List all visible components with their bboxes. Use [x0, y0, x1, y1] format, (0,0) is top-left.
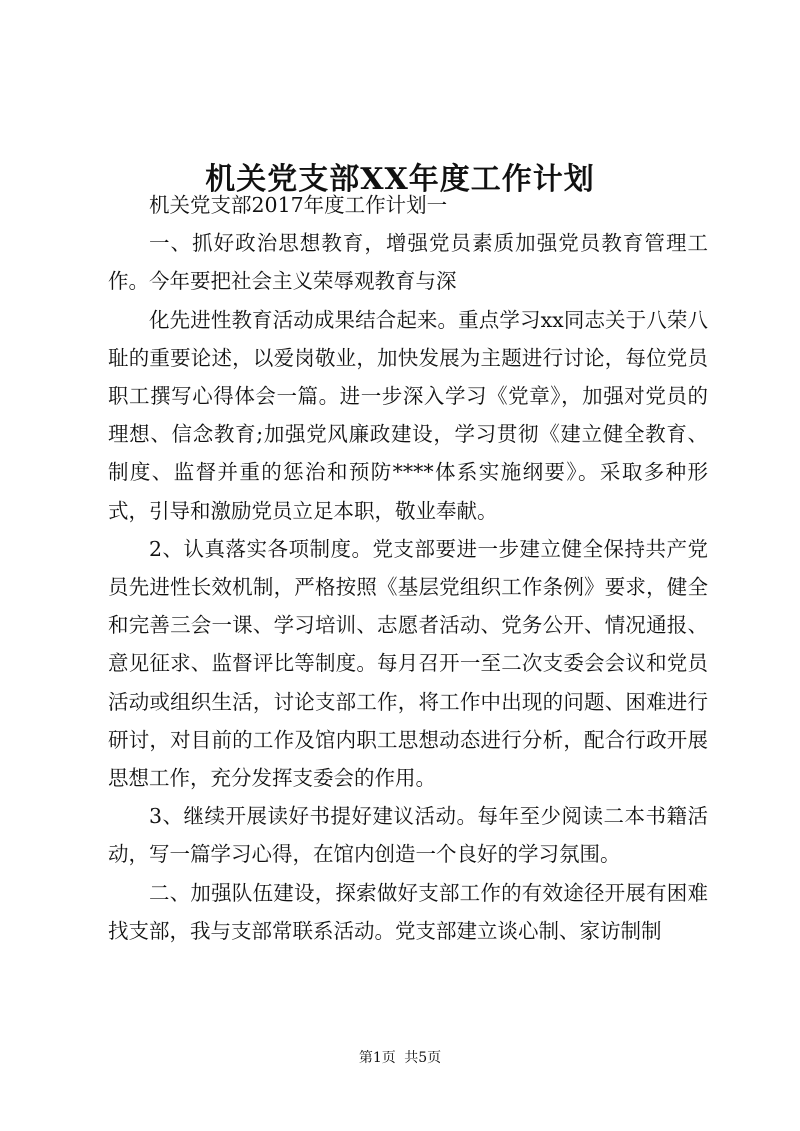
paragraph-advanced-education: 化先进性教育活动成果结合起来。重点学习xx同志关于八荣八耻的重要论述，以爱岗敬业，加快发展为主题进行讨论，每位党员职工撰写心得体会一篇。进一步深入学习《党章》，加强对党员的理想、信念教育;加强党风廉政建设，学习贯彻《建立健全教育、制度、监督并重的惩治和预防****体系实施纲要》。采取多种形式，引导和激励党员立足本职，敬业奉献。: [108, 307, 708, 523]
document-title: 机关党支部XX年度工作计划: [205, 162, 595, 198]
total-pages: 共5页: [404, 1050, 442, 1066]
paragraph-subtitle: 机关党支部2017年度工作计划一: [149, 193, 448, 217]
paragraph-system-implementation: 2、认真落实各项制度。党支部要进一步建立健全保持共产党员先进性长效机制，严格按照《基层党组织工作条例》要求，健全和完善三会一课、学习培训、志愿者活动、党务公开、情况通报、意见征求、监督评比等制度。每月召开一至二次支委会会议和党员活动或组织生活，讨论支部工作，将工作中出现的问题、困难进行研讨，对目前的工作及馆内职工思想动态进行分析，配合行政开展思想工作，充分发挥支委会的作用。: [108, 536, 708, 791]
document-body: [108, 186, 708, 950]
paragraph-section-one: 一、抓好政治思想教育，增强党员素质加强党员教育管理工作。今年要把社会主义荣辱观教育与深: [108, 231, 708, 294]
page-number: 第1页: [358, 1050, 396, 1066]
paragraph-reading-activity: 3、继续开展读好书提好建议活动。每年至少阅读二本书籍活动，写一篇学习心得，在馆内创造一个良好的学习氛围。: [108, 804, 708, 867]
page-footer: [0, 1048, 800, 1068]
paragraph-team-building: 二、加强队伍建设，探索做好支部工作的有效途径开展有困难找支部，我与支部常联系活动。党支部建立谈心制、家访制制: [108, 880, 708, 943]
